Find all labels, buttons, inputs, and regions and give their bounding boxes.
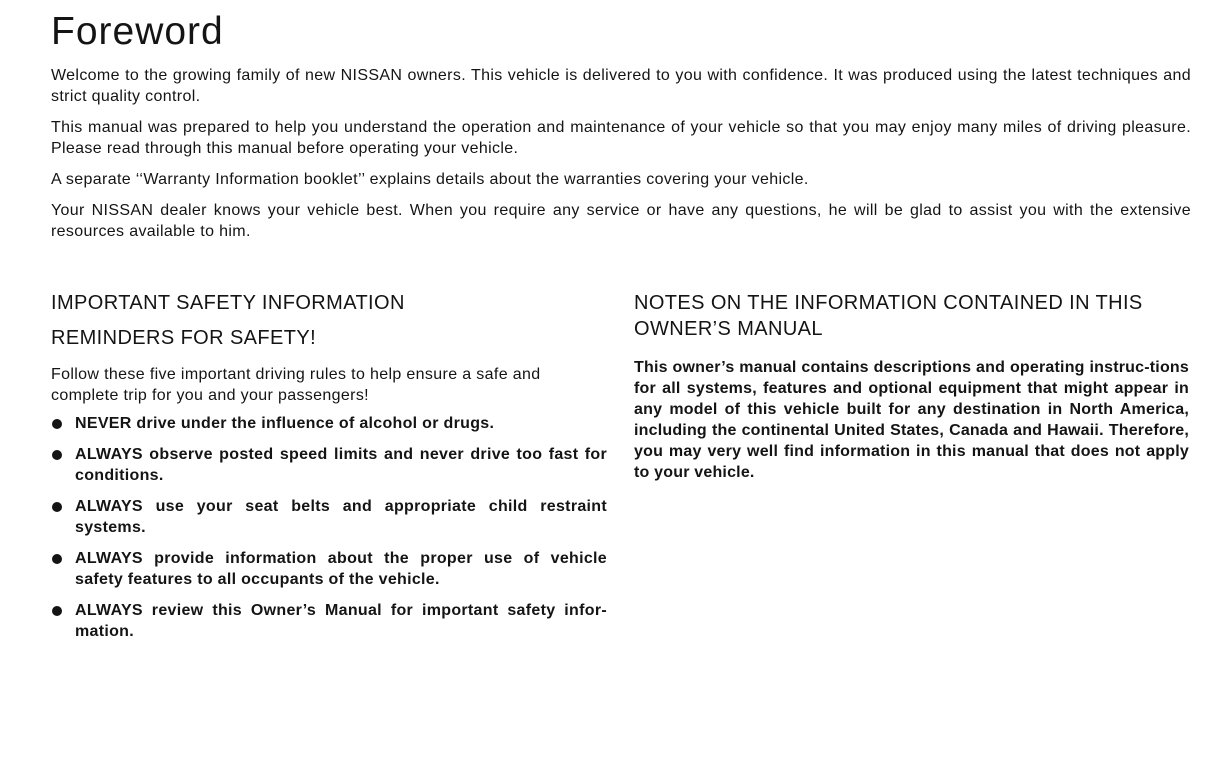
safety-rule-text: ALWAYS review this Owner’s Manual for important safety infor-mation. [75, 602, 607, 640]
notes-heading: NOTES ON THE INFORMATION CONTAINED IN THIS OWNER’S MANUAL [634, 292, 1143, 340]
bullet-icon [52, 502, 62, 512]
bullet-icon [52, 450, 62, 460]
safety-rule-item [51, 496, 607, 538]
safety-rule-item [51, 548, 607, 590]
bullet-icon [52, 554, 62, 564]
intro-paragraph: Welcome to the growing family of new NISSAN owners. This vehicle is delivered to you with confidence. It was produced using the latest techniques and strict quality control. [51, 67, 1191, 105]
bullet-icon [52, 606, 62, 616]
safety-heading: IMPORTANT SAFETY INFORMATION [51, 292, 405, 314]
intro-paragraph: This manual was prepared to help you understand the operation and maintenance of your vehicle so that you may enjoy many miles of driving pleasure. Please read through this manual before operating your vehicle. [51, 119, 1191, 157]
safety-rule-text: NEVER drive under the influence of alcohol or drugs. [75, 415, 495, 432]
notes-section [634, 290, 1189, 483]
safety-rule-item [51, 600, 607, 642]
safety-section [51, 290, 607, 652]
bullet-icon [52, 419, 62, 429]
intro-paragraph: A separate ‘‘Warranty Information booklet’’ explains details about the warranties covering your vehicle. [51, 171, 809, 188]
intro-paragraph: Your NISSAN dealer knows your vehicle best. When you require any service or have any questions, he will be glad to assist you with the extensive resources available to him. [51, 202, 1191, 240]
safety-rule-item [51, 413, 607, 434]
intro-section [51, 65, 1191, 252]
safety-rules-list [51, 413, 607, 642]
safety-rule-text: ALWAYS provide information about the proper use of vehicle safety features to all occupants of the vehicle. [75, 550, 607, 588]
notes-body: This owner’s manual contains descriptions and operating instruc-tions for all systems, features and optional equipment that might appear in any model of this vehicle built for any destination in North America, including the continental United States, Canada and Hawaii. Therefore, you may very well find information in this manual that does not apply to your vehicle. [634, 359, 1189, 481]
safety-lead: Follow these five important driving rules to help ensure a safe and complete trip for you and your passengers! [51, 366, 541, 404]
safety-subheading: REMINDERS FOR SAFETY! [51, 327, 317, 349]
safety-rule-text: ALWAYS use your seat belts and appropriate child restraint systems. [75, 498, 607, 536]
safety-rule-text: ALWAYS observe posted speed limits and never drive too fast for conditions. [75, 446, 607, 484]
page-title: Foreword [51, 10, 224, 53]
safety-rule-item [51, 444, 607, 486]
